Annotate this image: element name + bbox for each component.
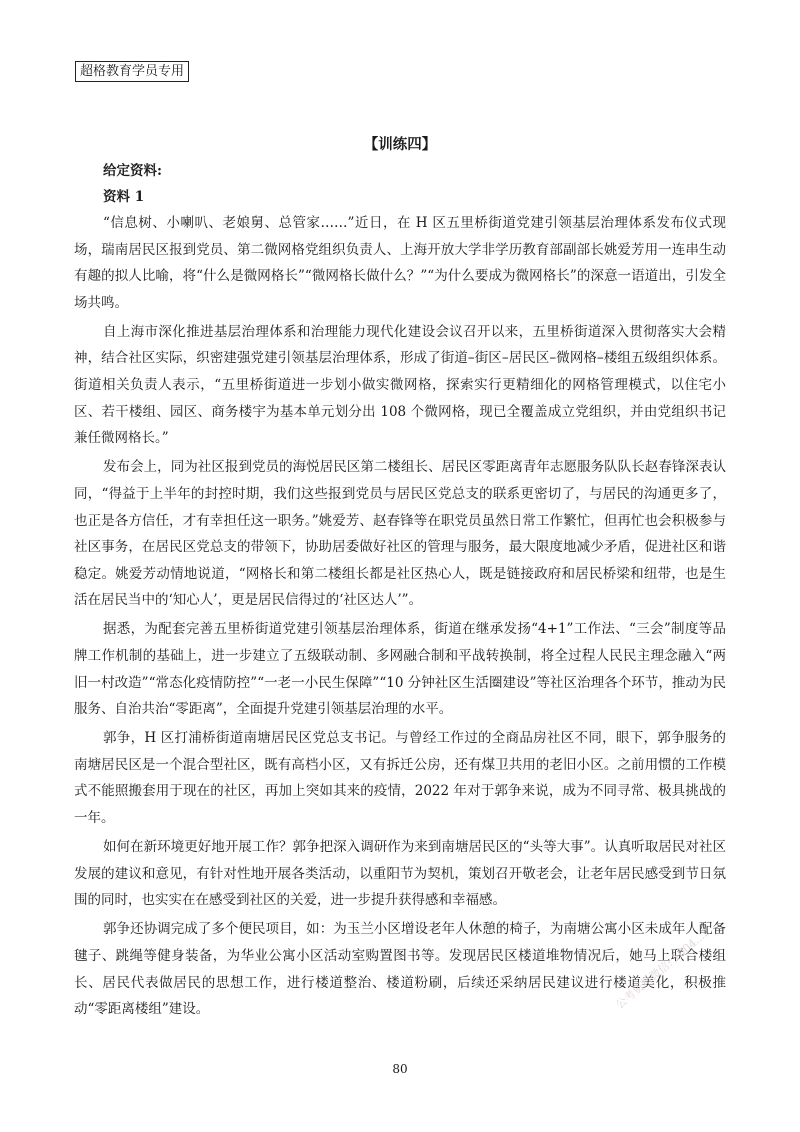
watermark: 公考资料微信: 1004...2 [613,925,713,1012]
paragraph: 发布会上，同为社区报到党员的海悦居民区第二楼组长、居民区零距离青年志愿服务队队长赵春锋深表认同，“得益于上半年的封控时期，我们这些报到党员与居民区党总支的联系更密切了，与居民的沟通更多了，也正是各方信任，才有幸担任这一职务。”姚爱芳、赵春锋等在职党员虽然日常工作繁忙，但再忙也会积极参与社区事务，在居民区党总支的带领下，协助居委做好社区的管理与服务，最大限度地减少矛盾，促进社区和谐稳定。姚爱芳动情地说道，“网格长和第二楼组长都是社区热心人，既是链接政府和居民桥梁和纽带，也是生活在居民当中的‘知心人’，更是居民信得过的‘社区达人’”。 [74,459,726,609]
header-stamp: 超格教育学员专用 [75,61,189,82]
page-number: 80 [392,1062,408,1076]
paragraph: “信息树、小喇叭、老娘舅、总管家……”近日，在 H 区五里桥街道党建引领基层治理体系发布仪式现场，瑞南居民区报到党员、第二微网格党组织负责人、上海开放大学非学历教育部副部长姚爱芳用一连串生动有趣的拟人比喻，将“什么是微网格长”“微网格长做什么？”“为什么要成为微网格长”的深意一语道出，引发全场共鸣。 [74,215,726,311]
material-1-label: 资料 1 [103,189,145,205]
given-materials-label: 给定资料: [103,163,162,179]
section-title: 【训练四】 [363,136,437,153]
paragraph: 郭争，H 区打浦桥街道南塘居民区党总支书记。与曾经工作过的全商品房社区不同，眼下，郭争服务的南塘居民区是一个混合型社区，既有高档小区，又有拆迁公房，还有煤卫共用的老旧小区。之前用惯的工作模式不能照搬套用于现在的社区，再加上突如其来的疫情，2022 年对于郭争来说，成为不同寻常、极具挑战的一年。 [74,730,726,827]
document-body [74,158,726,1025]
paragraph: 自上海市深化推进基层治理体系和治理能力现代化建设会议召开以来，五里桥街道深入贯彻落实大会精神，结合社区实际，织密建强党建引领基层治理体系，形成了街道–街区–居民区–微网格–楼组五级组织体系。街道相关负责人表示，“五里桥街道进一步划小做实微网格，探索实行更精细化的网格管理模式，以住宅小区、若干楼组、园区、商务楼宇为基本单元划分出 108 个微网格，现已全覆盖成立党组织，并由党组织书记兼任微网格长。” [74,323,726,447]
paragraph: 郭争还协调完成了多个便民项目，如：为玉兰小区增设老年人休憩的椅子，为南塘公寓小区未成年人配备毽子、跳绳等健身装备，为华业公寓小区活动室购置图书等。发现居民区楼道堆物情况后，她马上联合楼组长、居民代表做居民的思想工作，进行楼道整治、楼道粉刷，后续还采纳居民建议进行楼道美化，积极推动“零距离楼组”建设。 [74,921,726,1018]
paragraph: 如何在新环境更好地开展工作？郭争把深入调研作为来到南塘居民区的“头等大事”。认真听取居民对社区发展的建议和意见，有针对性地开展各类活动，以重阳节为契机，策划召开敬老会，让老年居民感受到节日氛围的同时，也实实在在感受到社区的关爱，进一步提升获得感和幸福感。 [74,839,726,909]
paragraph: 据悉，为配套完善五里桥街道党建引领基层治理体系，街道在继承发扬“4+1”工作法、“三会”制度等品牌工作机制的基础上，进一步建立了五级联动制、多网融合制和平战转换制，将全过程人民民主理念融入“两旧一村改造”“常态化疫情防控”“一老一小民生保障”“10 分钟社区生活圈建设”等社区治理各个环节，推动为民服务、自治共治“零距离”，全面提升党建引领基层治理的水平。 [74,621,726,718]
